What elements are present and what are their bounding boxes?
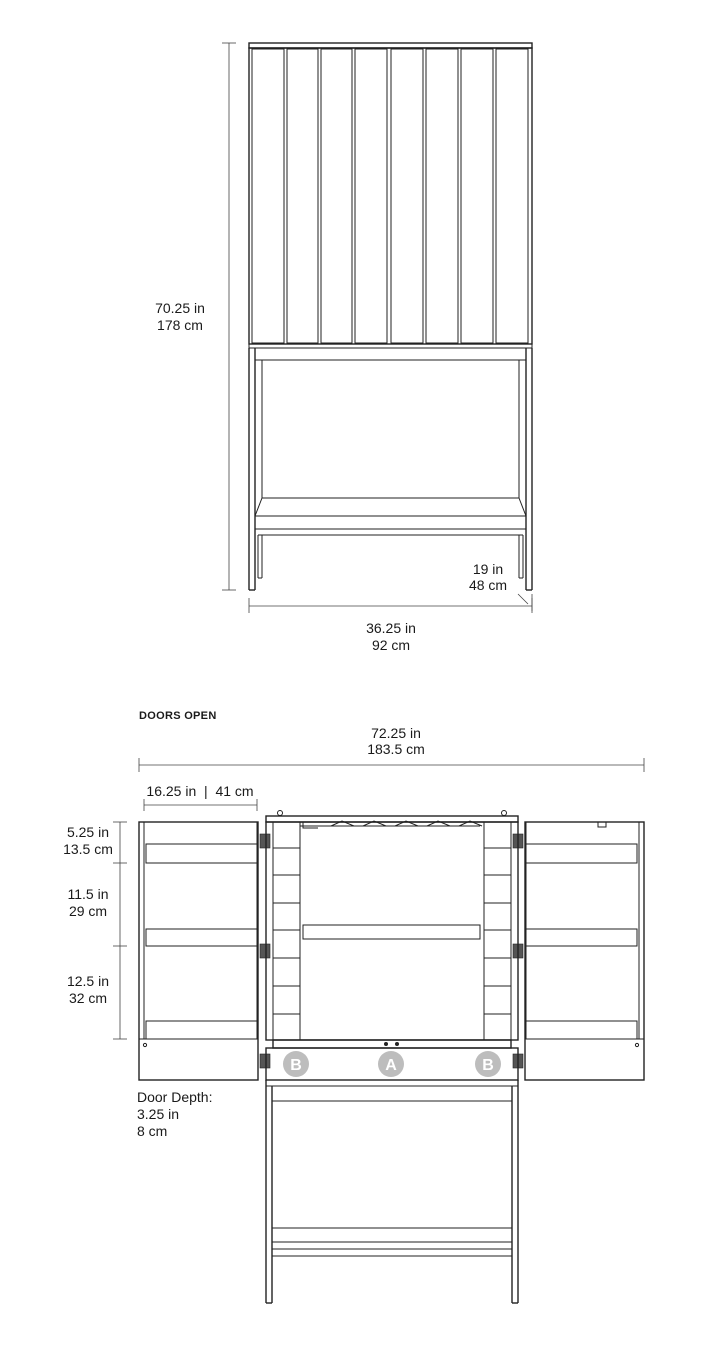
open-stand [266,1080,518,1303]
total-width-cm-label: 183.5 cm [367,741,425,757]
marker-a-center [378,1051,404,1077]
shelf-2-cm-label: 29 cm [68,903,108,919]
door-slats [252,49,528,343]
marker-b-left-label: B [290,1057,302,1074]
marker-a-label: A [385,1057,397,1074]
drawer-pull-right [395,1042,399,1046]
marker-b-right [475,1051,501,1077]
shelf-1-in-label: 5.25 in [66,824,110,840]
depth-cm-label: 48 cm [468,577,508,593]
height-cm-label: 178 cm [157,317,203,333]
drawer-pull-left [384,1042,388,1046]
cabinet-body [266,811,518,1081]
door-width-label: 16.25 in | 41 cm [146,783,254,799]
shelf-3-in-label: 12.5 in [66,973,110,989]
middle-shelf [303,925,480,939]
width-in-label: 36.25 in [366,620,416,636]
left-door [139,822,258,1080]
height-in-label: 70.25 in [155,300,205,316]
right-wine-rack [484,848,511,1014]
shelf-1-cm-label: 13.5 cm [63,841,113,857]
door-width-dimension [144,799,257,811]
width-cm-label: 92 cm [371,637,411,653]
shelf-3-cm-label: 32 cm [68,990,108,1006]
height-dimension [222,43,236,590]
closed-cabinet [155,43,532,653]
right-door [525,822,644,1080]
door-depth-title: Door Depth: [137,1089,213,1105]
shelf-2-in-label: 11.5 in [67,886,109,902]
left-wine-rack [273,848,300,1014]
marker-b-left [283,1051,309,1077]
total-width-dimension [139,758,644,772]
drawer-top [273,1040,511,1048]
depth-in-label: 19 in [472,561,504,577]
door-depth-cm-label: 8 cm [137,1123,168,1139]
left-hinges [260,834,270,1068]
depth-dimension [518,594,532,611]
doors-open-title: DOORS OPEN [139,710,217,722]
marker-b-right-label: B [482,1057,494,1074]
closed-stand [249,348,532,590]
closed-top-cap [249,43,532,48]
total-width-in-label: 72.25 in [371,725,421,741]
width-dimension [249,598,532,613]
door-depth-in-label: 3.25 in [137,1106,180,1122]
shelf-spacing-dimension [113,822,127,1039]
